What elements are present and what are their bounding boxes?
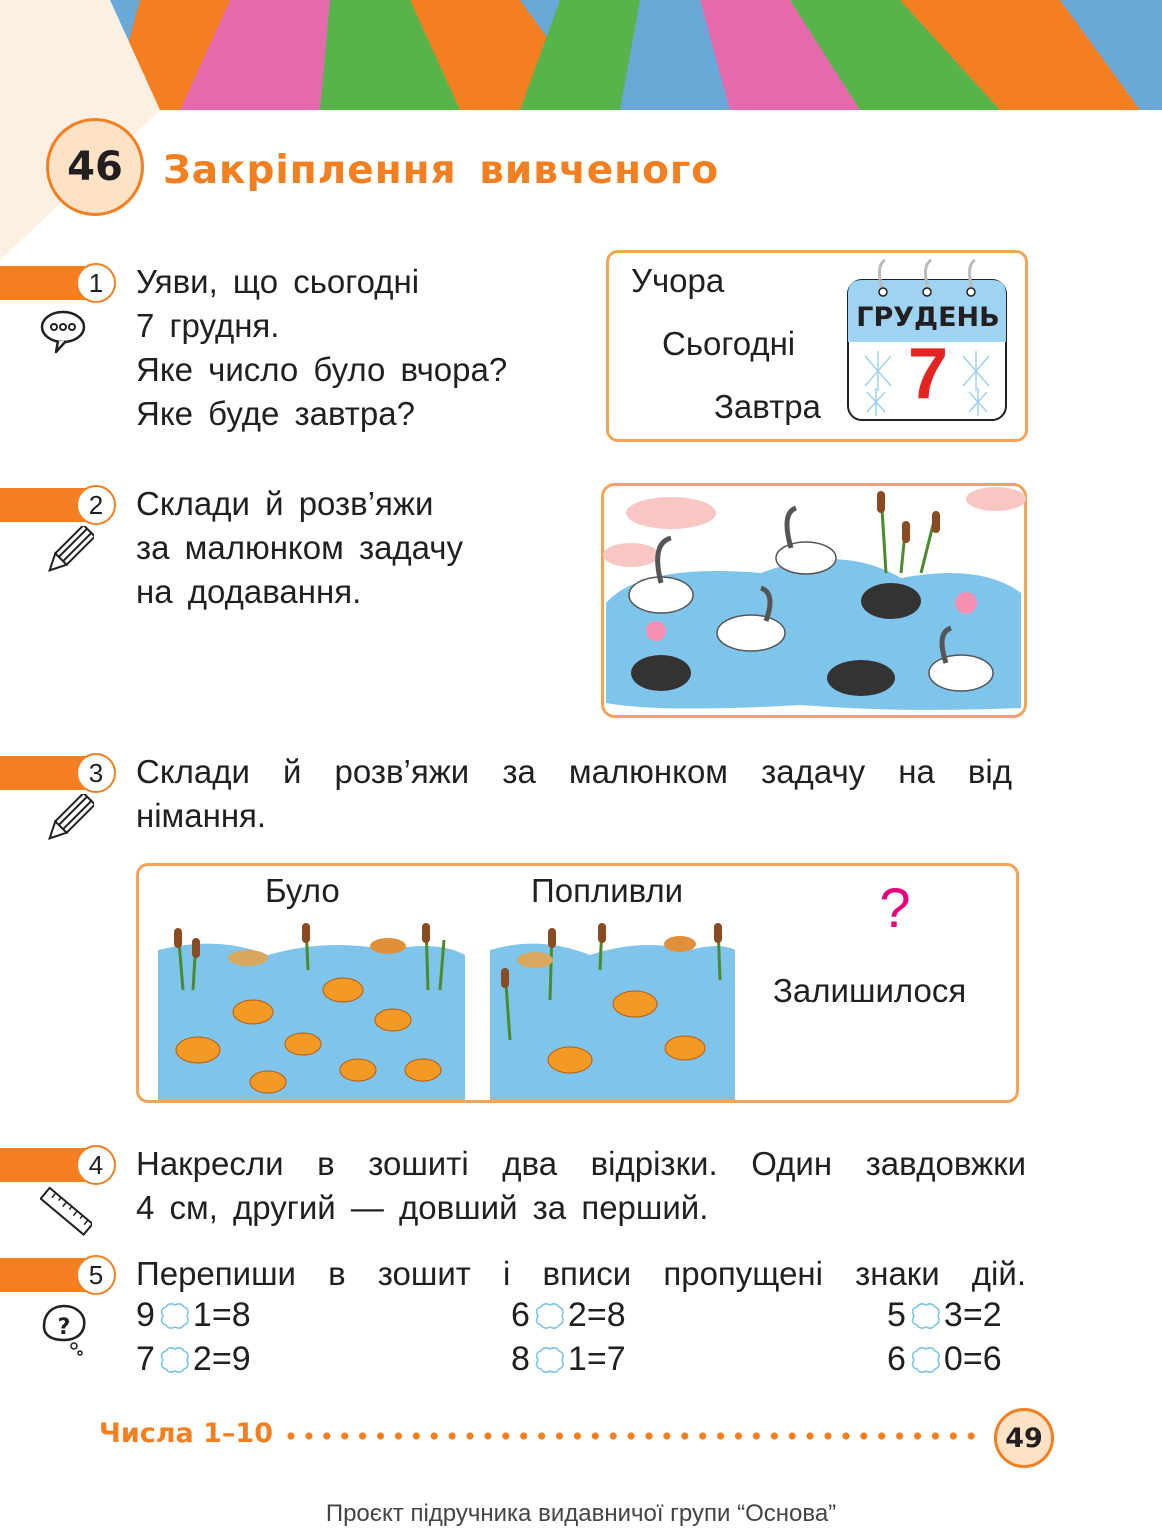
- calendar-month: ГРУДЕНЬ: [856, 302, 1000, 333]
- task-1-line: Яке число було вчора?: [136, 351, 508, 388]
- task-4-line: 4 см, другий — довший за перший.: [136, 1189, 709, 1226]
- calendar-day: 7: [907, 334, 949, 414]
- result: 8: [231, 1296, 251, 1334]
- task-3-line: німання.: [136, 797, 267, 834]
- leader-dot: [538, 1432, 545, 1439]
- equation: [887, 1296, 1002, 1335]
- task-2-text: [136, 482, 463, 614]
- question-bubble-icon: [38, 1302, 90, 1358]
- task-1-number: 1: [76, 263, 116, 303]
- operand-b: 2: [567, 1296, 587, 1334]
- missing-sign-cloud-icon[interactable]: [532, 1301, 566, 1331]
- leader-dot: [502, 1432, 509, 1439]
- operand-a: 8: [511, 1340, 530, 1378]
- task-1-line: Уяви, що сьогодні: [136, 263, 420, 300]
- section-title: Числа 1–10: [99, 1418, 273, 1449]
- equals-sign: =: [962, 1340, 983, 1378]
- result: 6: [982, 1340, 1002, 1378]
- operand-a: 5: [887, 1296, 906, 1334]
- lesson-number: 46: [67, 144, 123, 190]
- missing-sign-cloud-icon[interactable]: [908, 1345, 942, 1375]
- leader-dot: [681, 1432, 688, 1439]
- equation: [887, 1340, 1002, 1379]
- task-4-line: Накресли в зошиті два відрізки. Один завдовжки: [136, 1145, 1026, 1182]
- leader-dot: [413, 1432, 420, 1439]
- leader-dot: [377, 1432, 384, 1439]
- leader-dot: [628, 1432, 635, 1439]
- dotted-leader: [286, 1428, 986, 1444]
- lesson-number-badge: [46, 118, 144, 216]
- equation: [511, 1340, 626, 1379]
- task-2-line: на додавання.: [136, 573, 362, 610]
- operand-a: 9: [136, 1296, 155, 1334]
- equation: [136, 1340, 251, 1379]
- task-2-line: Склади й розв’яжи: [136, 485, 434, 522]
- task-2-number: 2: [76, 485, 116, 525]
- task-1-line: Яке буде завтра?: [136, 395, 415, 432]
- missing-sign-cloud-icon[interactable]: [157, 1301, 191, 1331]
- leader-dot: [824, 1432, 831, 1439]
- task-1-line: 7 грудня.: [136, 307, 280, 344]
- leader-dot: [735, 1432, 742, 1439]
- result: 7: [606, 1340, 626, 1378]
- leader-dot: [717, 1432, 724, 1439]
- missing-sign-cloud-icon[interactable]: [908, 1301, 942, 1331]
- pencil-icon: [42, 526, 94, 578]
- question-mark: ?: [879, 876, 911, 939]
- svg-text:?: ?: [57, 1315, 71, 1340]
- leader-dot: [968, 1432, 975, 1439]
- task-5-line: Перепиши в зошит і вписи пропущені знаки дій.: [136, 1255, 1026, 1292]
- operand-b: 2: [192, 1340, 212, 1378]
- result: 2: [982, 1296, 1002, 1334]
- task-2-line: за малюнком задачу: [136, 529, 463, 566]
- leader-dot: [771, 1432, 778, 1439]
- operand-b: 0: [943, 1340, 963, 1378]
- leader-dot: [789, 1432, 796, 1439]
- leader-dot: [341, 1432, 348, 1439]
- operand-a: 6: [511, 1296, 530, 1334]
- leader-dot: [395, 1432, 402, 1439]
- was-label: Було: [265, 872, 340, 909]
- task-3-text: [136, 750, 1012, 838]
- decorative-banner: [0, 0, 1162, 110]
- pond-after-illustration: [490, 920, 735, 1100]
- task-4-text: [136, 1142, 1026, 1230]
- tomorrow-label: Завтра: [714, 388, 821, 425]
- equals-sign: =: [962, 1296, 983, 1334]
- speech-bubble-icon: [38, 306, 88, 356]
- operand-a: 6: [887, 1340, 906, 1378]
- swans-illustration: [601, 483, 1027, 718]
- result: 8: [606, 1296, 626, 1334]
- task-3-number: 3: [76, 753, 116, 793]
- operand-b: 1: [192, 1296, 212, 1334]
- task-4-number: 4: [76, 1145, 116, 1185]
- equals-sign: =: [211, 1340, 232, 1378]
- remained-label: Залишилося: [773, 972, 967, 1009]
- leader-dot: [574, 1432, 581, 1439]
- leader-dot: [484, 1432, 491, 1439]
- operand-b: 1: [567, 1340, 587, 1378]
- ruler-icon: [40, 1186, 92, 1238]
- leader-dot: [592, 1432, 599, 1439]
- leader-dot: [431, 1432, 438, 1439]
- operand-a: 7: [136, 1340, 155, 1378]
- leader-dot: [914, 1432, 921, 1439]
- missing-sign-cloud-icon[interactable]: [157, 1345, 191, 1375]
- equals-sign: =: [586, 1296, 607, 1334]
- lesson-title: Закріплення вивченого: [163, 148, 720, 193]
- leader-dot: [287, 1432, 294, 1439]
- leader-dot: [842, 1432, 849, 1439]
- leader-dot: [466, 1432, 473, 1439]
- leader-dot: [950, 1432, 957, 1439]
- leader-dot: [896, 1432, 903, 1439]
- pencil-icon: [42, 794, 94, 846]
- missing-sign-cloud-icon[interactable]: [532, 1345, 566, 1375]
- leader-dot: [359, 1432, 366, 1439]
- publisher-credit: Проєкт підручника видавничої групи “Основа”: [325, 1500, 837, 1527]
- leader-dot: [753, 1432, 760, 1439]
- swam-away-label: Попливли: [531, 872, 684, 909]
- leader-dot: [699, 1432, 706, 1439]
- leader-dot: [305, 1432, 312, 1439]
- equals-sign: =: [211, 1296, 232, 1334]
- equation: [511, 1296, 626, 1335]
- pond-before-illustration: [158, 920, 465, 1100]
- leader-dot: [807, 1432, 814, 1439]
- leader-dot: [860, 1432, 867, 1439]
- page-number: 49: [994, 1408, 1054, 1468]
- equation: [136, 1296, 251, 1335]
- equals-sign: =: [586, 1340, 607, 1378]
- leader-dot: [932, 1432, 939, 1439]
- task-5-number: 5: [76, 1255, 116, 1295]
- leader-dot: [323, 1432, 330, 1439]
- leader-dot: [878, 1432, 885, 1439]
- task-5-text: [136, 1252, 1026, 1296]
- leader-dot: [663, 1432, 670, 1439]
- yesterday-label: Учора: [631, 262, 725, 299]
- operand-b: 3: [943, 1296, 963, 1334]
- today-label: Сьогодні: [662, 325, 796, 362]
- leader-dot: [520, 1432, 527, 1439]
- task-3-line: Склади й розв’яжи за малюнком задачу на від: [136, 753, 1012, 790]
- leader-dot: [556, 1432, 563, 1439]
- leader-dot: [610, 1432, 617, 1439]
- task-1-text: [136, 260, 507, 436]
- leader-dot: [645, 1432, 652, 1439]
- result: 9: [231, 1340, 251, 1378]
- leader-dot: [449, 1432, 456, 1439]
